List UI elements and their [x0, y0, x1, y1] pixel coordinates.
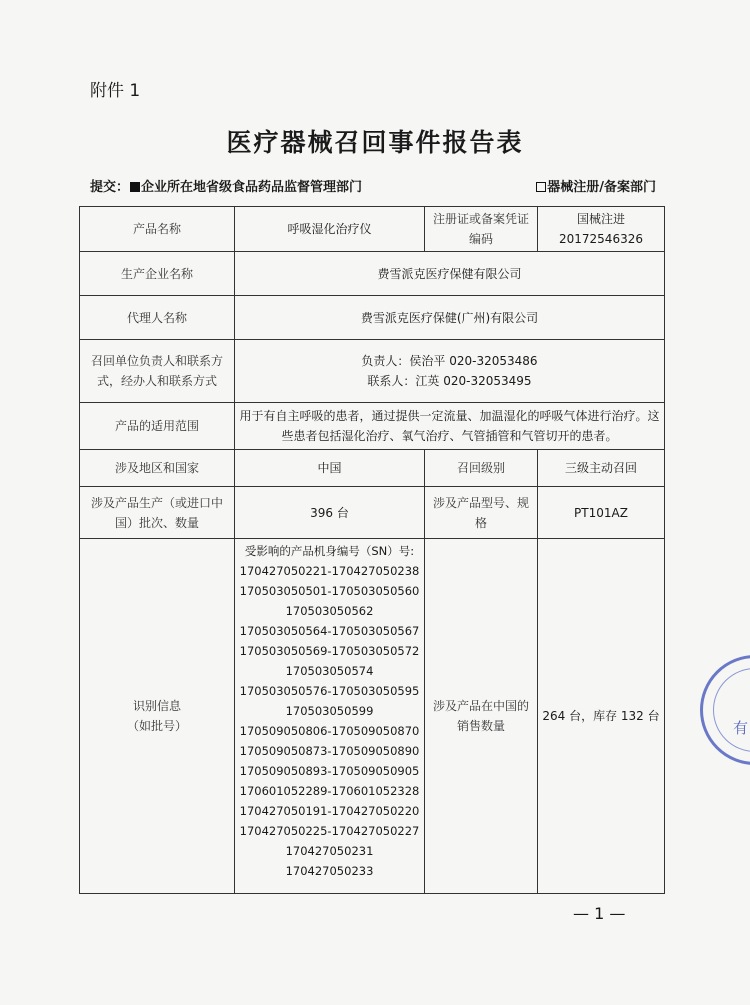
sales-label: 涉及产品在中国的销售数量	[425, 539, 538, 894]
serial-item: 170509050893-170509050905	[239, 764, 420, 778]
batch-value: 396 台	[235, 487, 425, 539]
reg-cert-line1: 国械注进	[576, 212, 625, 226]
serial-item: 170503050599	[285, 704, 374, 718]
submit-option-unchecked: 器械注册/备案部门	[547, 180, 656, 195]
serial-item: 170503050501-170503050560	[239, 584, 420, 598]
table-row	[80, 403, 665, 450]
attachment-label: 附件 1	[90, 81, 141, 101]
recall-contact-label: 召回单位负责人和联系方式，经办人和联系方式	[80, 340, 235, 403]
reg-cert-line2: 20172546326	[559, 232, 643, 246]
unchecked-checkbox[interactable]	[536, 182, 546, 192]
seal-text: 有	[733, 719, 749, 737]
model-value: PT101AZ	[538, 487, 665, 539]
serial-item: 170427050233	[285, 864, 374, 878]
identify-label	[80, 539, 235, 894]
table-row	[80, 539, 665, 894]
recall-level-label: 召回级别	[425, 450, 538, 487]
recall-level-value: 三级主动召回	[538, 450, 665, 487]
submit-alt-option	[535, 176, 656, 195]
scope-label: 产品的适用范围	[80, 403, 235, 450]
serial-item: 170427050225-170427050227	[239, 824, 420, 838]
serial-number-list	[235, 539, 425, 894]
agent-label: 代理人名称	[80, 296, 235, 340]
identify-label-line1: 识别信息	[132, 699, 181, 713]
serials-header: 受影响的产品机身编号（SN）号:	[244, 544, 415, 558]
serial-item: 170427050231	[285, 844, 374, 858]
serial-item: 170503050576-170503050595	[239, 684, 420, 698]
region-value: 中国	[235, 450, 425, 487]
contact-handler: 联系人：江英 020-32053495	[367, 374, 532, 388]
product-name-label: 产品名称	[80, 207, 235, 252]
identify-label-line2: （如批号）	[126, 719, 187, 733]
model-label: 涉及产品型号、规格	[425, 487, 538, 539]
scope-value: 用于有自主呼吸的患者，通过提供一定流量、加温湿化的呼吸气体进行治疗。这些患者包括湿化治疗、氧气治疗、气管插管和气管切开的患者。	[235, 403, 665, 450]
table-row	[80, 450, 665, 487]
page-number: — 1 —	[573, 904, 626, 923]
product-name-value: 呼吸湿化治疗仪	[235, 207, 425, 252]
reg-cert-label: 注册证或备案凭证编码	[425, 207, 538, 252]
table-row	[80, 207, 665, 252]
reg-cert-value	[538, 207, 665, 252]
serial-item: 170503050562	[285, 604, 374, 618]
page-title: 医疗器械召回事件报告表	[226, 128, 524, 157]
manufacturer-value: 费雪派克医疗保健有限公司	[235, 252, 665, 296]
sales-value: 264 台，库存 132 台	[538, 539, 665, 894]
agent-value: 费雪派克医疗保健(广州)有限公司	[235, 296, 665, 340]
serial-item: 170509050806-170509050870	[239, 724, 420, 738]
serial-item: 170427050221-170427050238	[239, 564, 420, 578]
submit-option-checked: 企业所在地省级食品药品监督管理部门	[141, 180, 363, 195]
serial-item: 170509050873-170509050890	[239, 744, 420, 758]
table-row	[80, 487, 665, 539]
serial-item: 170503050574	[285, 664, 374, 678]
region-label: 涉及地区和国家	[80, 450, 235, 487]
batch-label: 涉及产品生产（或进口中国）批次、数量	[80, 487, 235, 539]
table-row	[80, 340, 665, 403]
manufacturer-label: 生产企业名称	[80, 252, 235, 296]
table-row	[80, 252, 665, 296]
table-row	[80, 296, 665, 340]
recall-report-table	[79, 206, 665, 894]
serial-item: 170427050191-170427050220	[239, 804, 420, 818]
serial-item: 170503050564-170503050567	[239, 624, 420, 638]
checked-checkbox[interactable]	[130, 182, 140, 192]
serial-item: 170503050569-170503050572	[239, 644, 420, 658]
serial-item: 170601052289-170601052328	[239, 784, 420, 798]
submit-label: 提交：	[90, 180, 130, 195]
recall-contact-value	[235, 340, 665, 403]
company-seal-stamp	[700, 655, 750, 765]
submit-line	[90, 176, 362, 195]
contact-person: 负责人：侯治平 020-32053486	[361, 354, 538, 368]
